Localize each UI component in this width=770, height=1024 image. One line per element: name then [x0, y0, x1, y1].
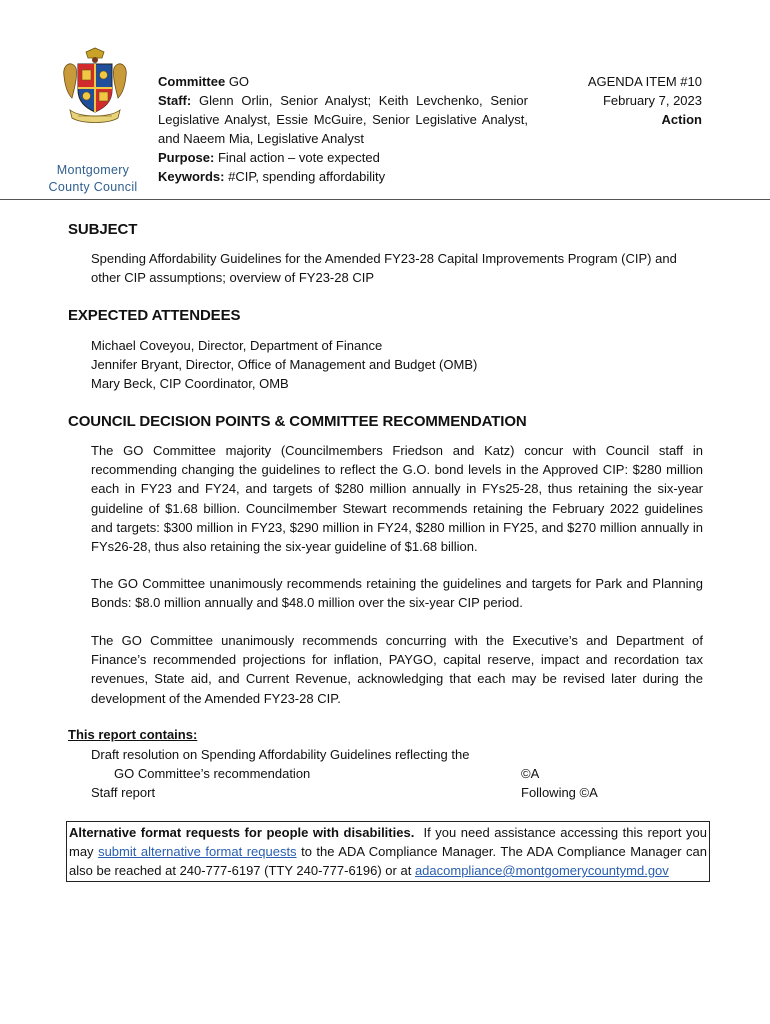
report-contents	[91, 745, 611, 802]
attendee-item: Michael Coveyou, Director, Department of Finance	[91, 338, 383, 353]
memo-header	[158, 72, 528, 186]
contents-row	[91, 764, 611, 783]
decision-heading: COUNCIL DECISION POINTS & COMMITTEE RECOMMENDATION	[68, 413, 527, 430]
contents-page-ref: ©A	[521, 766, 540, 781]
contents-item: Staff report	[91, 785, 156, 800]
report-contents-heading: This report contains:	[68, 727, 198, 742]
notice-text: If you need assistance accessing this report you may	[69, 825, 707, 859]
organization-name	[40, 162, 146, 196]
staff-label: Staff:	[158, 93, 192, 108]
alternative-format-link[interactable]: submit alternative format requests	[98, 844, 297, 859]
county-seal-logo	[58, 46, 132, 124]
subject-text: Spending Affordability Guidelines for the Amended FY23-28 Capital Improvements Program (CIP) and other CIP assumptions; overview of FY23-28 CIP	[91, 251, 677, 286]
purpose-line	[158, 148, 528, 167]
accessibility-notice	[66, 821, 710, 882]
committee-label: Committee	[158, 74, 226, 89]
staff-line	[158, 91, 528, 148]
purpose-label: Purpose:	[158, 150, 215, 165]
seal-crest	[86, 48, 104, 63]
keywords-label: Keywords:	[158, 169, 225, 184]
contents-row	[91, 745, 611, 764]
keywords-line	[158, 167, 528, 186]
contents-item: GO Committee’s recommendation	[114, 766, 311, 781]
notice-text: to the ADA Compliance Manager. The ADA Compliance Manager can also be reached at 240-777-6197 (TTY 240-777-6196) or at	[69, 844, 708, 878]
org-name-line1: Montgomery	[56, 163, 130, 177]
decision-paragraph: The GO Committee unanimously recommends concurring with the Executive’s and Department of Finance’s recommended projections for inflation, PAYGO, capital reserve, impact and recordation tax revenues, State aid, and Current Revenue, acknowledging that each may be revised later during the development of the Amended FY23-28 CIP.	[91, 633, 703, 706]
attendees-list	[91, 336, 703, 394]
meeting-date: February 7, 2023	[602, 93, 702, 108]
decision-paragraph: The GO Committee unanimously recommends retaining the guidelines and targets for Park and Planning Bonds: $8.0 million annually and $48.0 million over the six-year CIP period.	[91, 576, 703, 611]
committee-value: GO	[228, 74, 250, 89]
contents-row	[91, 783, 611, 802]
decision-paragraph: The GO Committee majority (Councilmembers Friedson and Katz) concur with Council staff in recommending changing the guidelines to reflect the G.O. bond levels in the Approved CIP: $280 million each in FY23 and FY24, and targets of $280 million annually in FYs25-28, thus retaining the six-year guideline of $1.68 billion. Councilmember Stewart recommends retaining the February 2022 guidelines and targets: $300 million in FY23, $290 million in FY24, $280 million in FY25, and $270 million annually in FYs26-28, thus also retaining the six-year guideline of $1.68 billion.	[91, 443, 703, 555]
action-type: Action	[661, 112, 702, 127]
notice-heading: Alternative format requests for people with disabilities.	[69, 825, 415, 840]
agenda-block	[588, 72, 702, 129]
org-name-line2: County Council	[48, 180, 138, 194]
contents-item: Draft resolution on Spending Affordability Guidelines reflecting the	[91, 747, 470, 762]
purpose-value: Final action – vote expected	[217, 150, 380, 165]
contents-page-ref: Following ©A	[521, 785, 598, 800]
attendees-heading: EXPECTED ATTENDEES	[68, 307, 241, 324]
attendee-item: Mary Beck, CIP Coordinator, OMB	[91, 376, 289, 392]
keywords-value: #CIP, spending affordability	[228, 169, 386, 184]
subject-heading: SUBJECT	[68, 221, 138, 238]
committee-line	[158, 72, 528, 91]
header-divider	[0, 199, 770, 200]
attendee-item: Jennifer Bryant, Director, Office of Management and Budget (OMB)	[91, 357, 478, 373]
seal-shield	[78, 64, 112, 112]
ada-email-link[interactable]: adacompliance@montgomerycountymd.gov	[414, 863, 669, 878]
staff-value: Glenn Orlin, Senior Analyst; Keith Levchenko, Senior Legislative Analyst, Essie McGuire, Senior Legislative Analyst, and Naeem Mia, Legislative Analyst	[158, 93, 528, 146]
agenda-item: AGENDA ITEM #10	[587, 74, 702, 89]
